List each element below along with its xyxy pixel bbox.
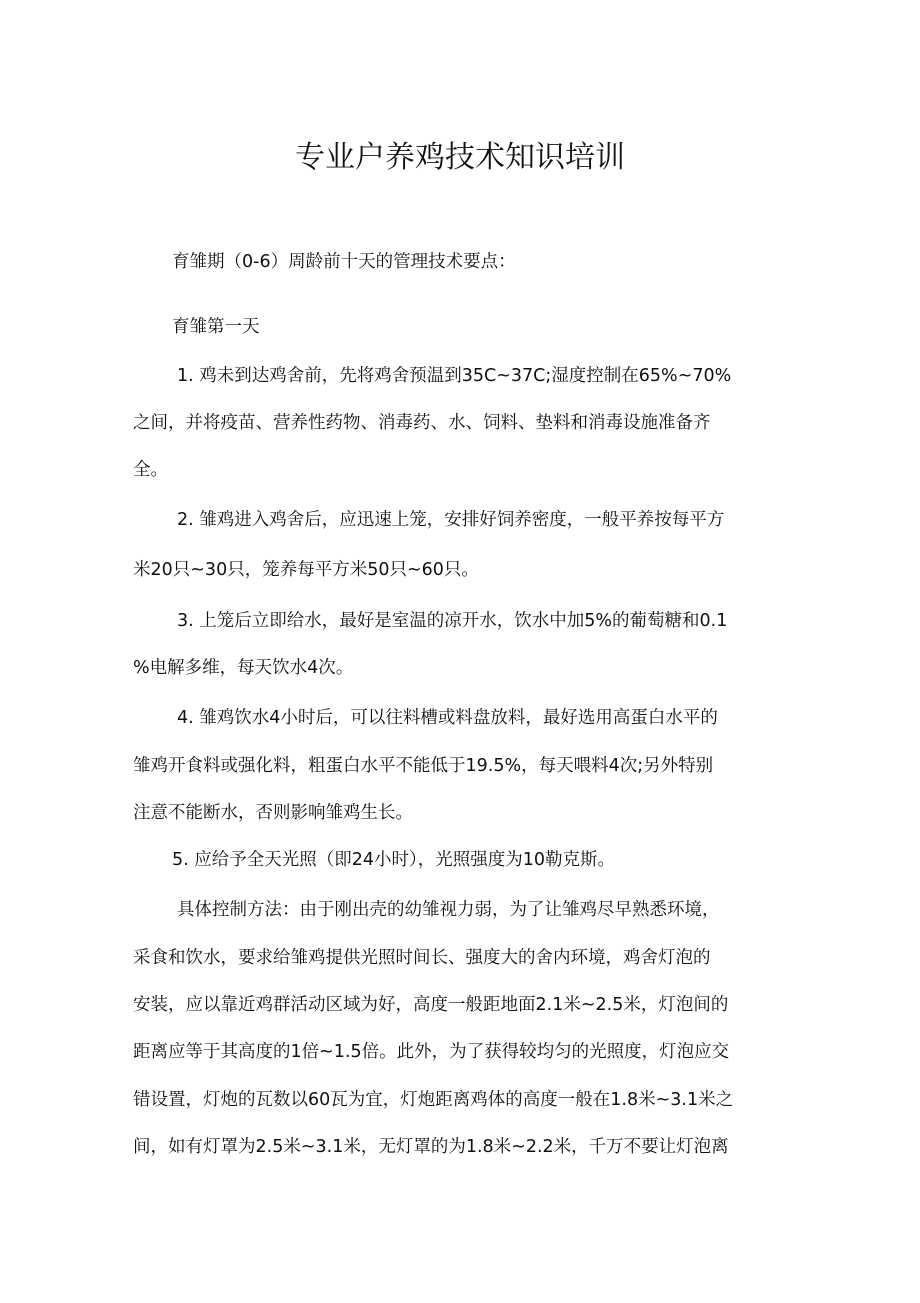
text-line: 安装，应以靠近鸡群活动区域为好，高度一般距地面2.1米~2.5米，灯泡间的 (133, 995, 729, 1015)
text-line: 全。 (133, 460, 168, 480)
section-heading: 育雏第一天 (172, 317, 260, 337)
text-line: 4. 雏鸡饮水4小时后，可以往料槽或料盘放料，最好选用高蛋白水平的 (177, 708, 718, 728)
text-line: 采食和饮水，要求给雏鸡提供光照时间长、强度大的舍内环境，鸡舍灯泡的 (133, 948, 711, 968)
text-line: 之间，并将疫苗、营养性药物、消毒药、水、饲料、垫料和消毒设施准备齐 (133, 413, 711, 433)
text-line: 米20只~30只，笼养每平方米50只~60只。 (133, 560, 479, 580)
subtitle: 育雏期（0-6）周龄前十天的管理技术要点： (172, 252, 516, 272)
text-line: 5. 应给予全天光照（即24小时），光照强度为10勒克斯。 (172, 850, 616, 870)
text-line: 3. 上笼后立即给水，最好是室温的凉开水，饮水中加5%的葡萄糖和0.1 (177, 611, 728, 631)
text-line: 间，如有灯罩为2.5米~3.1米，无灯罩的为1.8米~2.2米，千万不要让灯泡离 (133, 1137, 729, 1157)
text-line: 距离应等于其高度的1倍~1.5倍。此外，为了获得较均匀的光照度，灯泡应交 (133, 1042, 730, 1062)
text-line: 错设置，灯炮的瓦数以60瓦为宜，灯炮距离鸡体的高度一般在1.8米~3.1米之 (133, 1090, 734, 1110)
text-line: 雏鸡开食料或强化料，粗蛋白水平不能低于19.5%，每天喂料4次;另外特别 (133, 756, 714, 776)
text-line: 2. 雏鸡进入鸡舍后，应迅速上笼，安排好饲养密度，一般平养按每平方 (177, 510, 725, 530)
text-line: 具体控制方法：由于刚出壳的幼雏视力弱，为了让雏鸡尽早熟悉环境， (177, 900, 720, 920)
text-line: 1. 鸡未到达鸡舍前，先将鸡舍预温到35C~37C;湿度控制在65%~70% (177, 366, 732, 386)
text-line: 注意不能断水，否则影响雏鸡生长。 (133, 803, 413, 823)
text-line: %电解多维，每天饮水4次。 (133, 658, 354, 678)
document-title: 专业户养鸡技术知识培训 (295, 140, 625, 175)
